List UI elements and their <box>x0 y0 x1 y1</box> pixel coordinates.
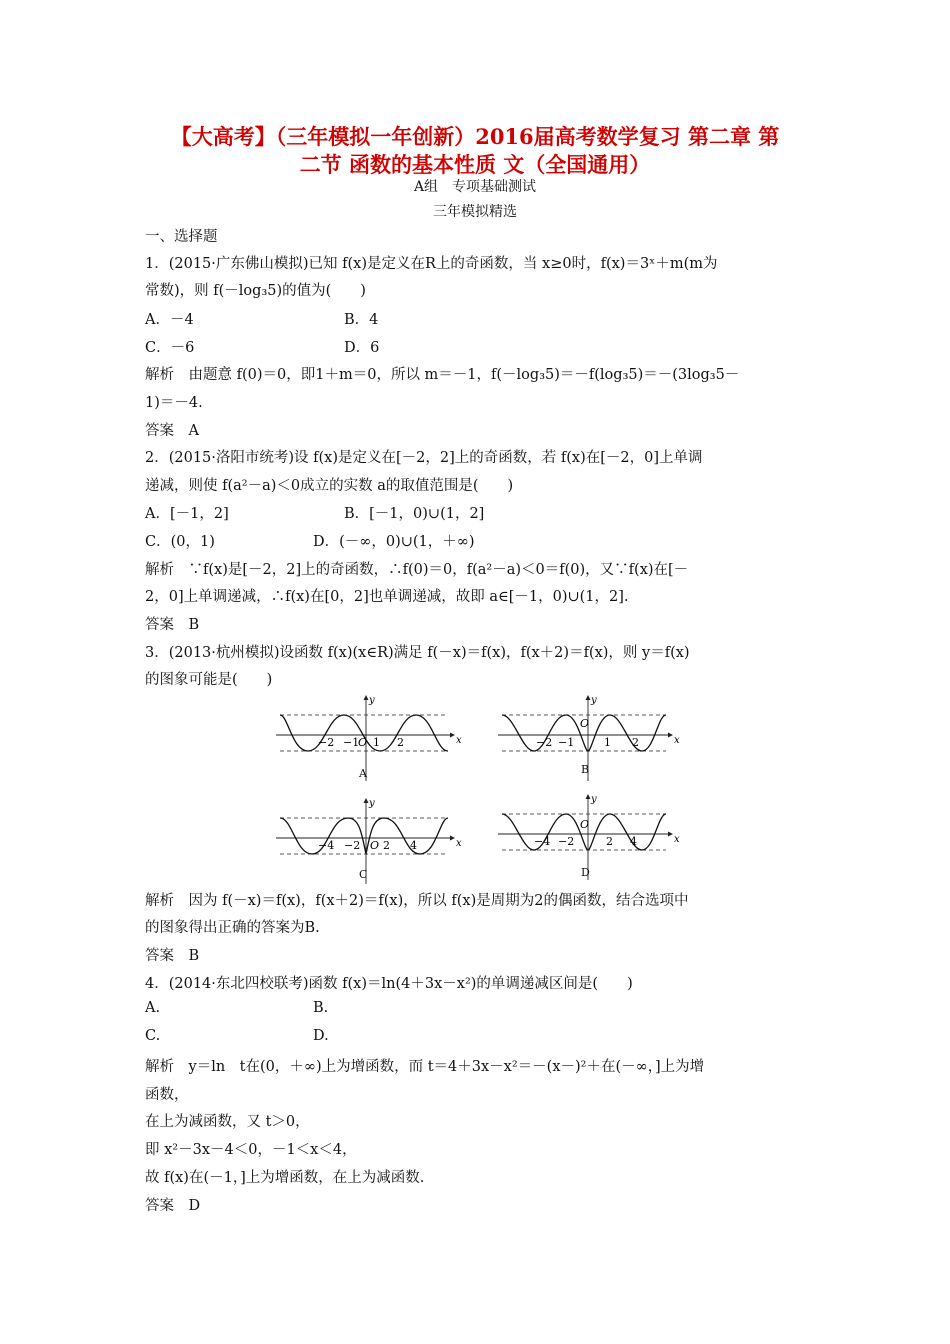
graph-c-tick: −2 <box>344 839 361 852</box>
q4-solution-line2: 函数， <box>145 1087 189 1103</box>
graph-a-x-label: x <box>456 735 462 746</box>
section-heading: 一、选择题 <box>145 229 218 245</box>
graph-b-tick: −2 <box>536 736 553 749</box>
graph-d-tick: 4 <box>630 835 637 848</box>
graph-c-tick: −4 <box>318 839 335 852</box>
graph-b-origin: O <box>580 717 590 730</box>
q4-solution-line4: 即 x²－3x－4＜0，－1＜x＜4， <box>145 1142 357 1158</box>
q1-solution-line2: 1)＝－4. <box>145 395 203 411</box>
q1-option-d: D．6 <box>344 340 380 356</box>
q4-option-b: B. <box>313 1000 329 1016</box>
graph-c-origin: O <box>370 839 380 852</box>
q3-answer: 答案 B <box>145 948 200 964</box>
document-title-line1: 【大高考】（三年模拟一年创新）2016届高考数学复习 第二章 第 <box>170 124 780 149</box>
graph-a-tick: −1 <box>343 736 360 749</box>
q2-stem-line2: 递减，则使 f(a²－a)＜0成立的实数 a的取值范围是( ) <box>145 478 514 494</box>
graph-b-y-label: y <box>591 695 597 706</box>
graph-d-caption: D <box>581 866 590 879</box>
graph-d-tick: −2 <box>558 835 575 848</box>
q2-option-c: C．(0，1) <box>145 534 215 550</box>
graph-d-tick: −4 <box>534 835 551 848</box>
graph-b-tick: 1 <box>604 736 611 749</box>
graph-a-tick: 2 <box>397 736 404 749</box>
q1-option-b: B．4 <box>344 312 379 328</box>
graph-a-origin: O <box>358 736 368 749</box>
q1-option-a: A．－4 <box>145 312 194 328</box>
q2-option-d: D．(－∞，0)∪(1，＋∞) <box>313 534 475 550</box>
graph-b-caption: B <box>581 763 590 776</box>
graph-c-caption: C <box>359 868 368 881</box>
q1-stem-line2: 常数)，则 f(－log₃5)的值为( ) <box>145 283 366 299</box>
q2-option-a: A．[－1，2] <box>145 506 229 522</box>
group-heading: A组 专项基础测试 <box>413 179 537 195</box>
graph-d-origin: O <box>580 818 590 831</box>
q4-answer: 答案 D <box>145 1198 201 1214</box>
q4-solution-line1: 解析 y＝ln t在(0，＋∞)上为增函数，而 t＝4＋3x－x²＝－(x－)²＋在(－∞，]上为增 <box>145 1059 705 1075</box>
q1-option-c: C．－6 <box>145 340 195 356</box>
graph-d-x-label: x <box>674 834 680 845</box>
q2-stem-line1: 2．(2015·洛阳市统考)设 f(x)是定义在[－2，2]上的奇函数，若 f(x)在[－2，0]上单调 <box>145 450 703 466</box>
q3-solution-line2: 的图象得出正确的答案为B. <box>145 920 320 936</box>
graph-b-tick: −1 <box>558 736 575 749</box>
q1-answer: 答案 A <box>145 423 199 439</box>
q3-stem-line2: 的图象可能是( ) <box>145 672 273 688</box>
subgroup-heading: 三年模拟精选 <box>433 204 517 220</box>
document-title-line2: 二节 函数的基本性质 文（全国通用） <box>299 152 651 177</box>
q1-solution-line1: 解析 由题意 f(0)＝0，即1＋m＝0，所以 m＝－1，f(－log₃5)＝－f(log₃5)＝－(3log₃5－ <box>145 367 740 383</box>
graph-a-tick: −2 <box>318 736 335 749</box>
q4-option-a: A. <box>145 1000 161 1016</box>
q2-solution-line1: 解析 ∵f(x)是[－2，2]上的奇函数，∴f(0)＝0，f(a²－a)＜0＝f(0)，又∵f(x)在[－ <box>145 562 689 578</box>
graph-a <box>272 693 462 787</box>
q4-stem: 4．(2014·东北四校联考)函数 f(x)＝ln(4＋3x－x²)的单调递减区间是( ) <box>145 976 633 992</box>
q3-solution-line1: 解析 因为 f(－x)＝f(x)，f(x＋2)＝f(x)，所以 f(x)是周期为2的偶函数，结合选项中 <box>145 893 689 909</box>
q1-stem-line1: 1．(2015·广东佛山模拟)已知 f(x)是定义在R上的奇函数，当 x≥0时，f(x)＝3ˣ＋m(m为 <box>145 256 718 272</box>
graph-a-tick: 1 <box>373 736 380 749</box>
q4-option-c: C. <box>145 1028 161 1044</box>
graph-c-tick: 4 <box>410 839 417 852</box>
graph-a-y-label: y <box>369 695 375 706</box>
q4-solution-line3: 在上为减函数，又 t＞0， <box>145 1114 310 1130</box>
q4-option-d: D. <box>313 1028 329 1044</box>
q2-option-b: B．[－1，0)∪(1，2] <box>344 506 485 522</box>
graph-c-tick: 2 <box>383 839 390 852</box>
graph-a-caption: A <box>359 767 367 780</box>
graph-b-tick: 2 <box>632 736 639 749</box>
graph-b-x-label: x <box>674 735 680 746</box>
q2-solution-line2: 2，0]上单调递减，∴f(x)在[0，2]也单调递减，故即 a∈[－1，0)∪(1，2]. <box>145 589 629 605</box>
q2-answer: 答案 B <box>145 617 200 633</box>
graph-d-y-label: y <box>591 794 597 805</box>
graph-d-tick: 2 <box>606 835 613 848</box>
q4-solution-line5: 故 f(x)在(－1，]上为增函数，在上为减函数. <box>145 1170 425 1186</box>
graph-c-y-label: y <box>369 798 375 809</box>
graph-c-x-label: x <box>456 838 462 849</box>
q3-stem-line1: 3．(2013·杭州模拟)设函数 f(x)(x∈R)满足 f(－x)＝f(x)，f(x＋2)＝f(x)，则 y＝f(x) <box>145 645 690 661</box>
